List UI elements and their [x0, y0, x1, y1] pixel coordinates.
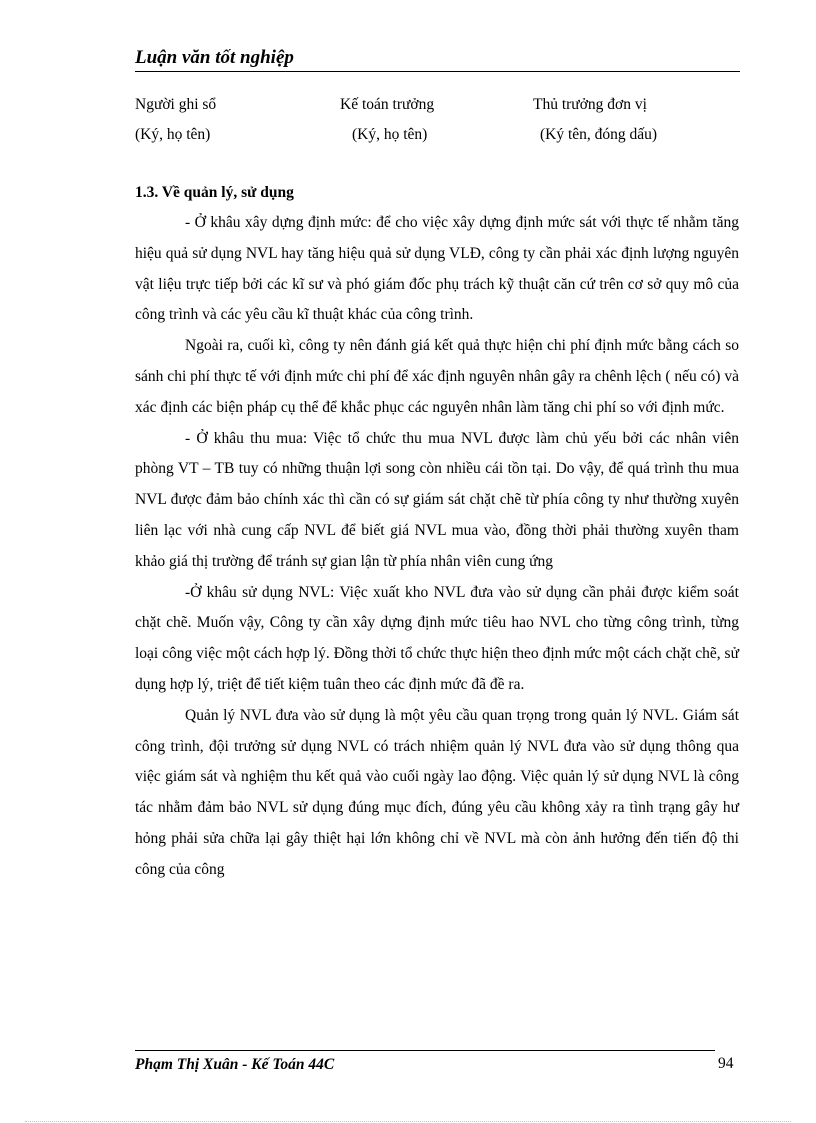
footer-author: Phạm Thị Xuân - Kế Toán 44C	[135, 1056, 335, 1073]
section-heading: 1.3. Về quản lý, sử dụng	[135, 184, 294, 201]
footer-divider	[135, 1050, 715, 1051]
paragraph-period-end-evaluation: Ngoài ra, cuối kì, công ty nên đánh giá kết quả thực hiện chi phí định mức bằng cách so sánh chi phí thực tế với định mức chi phí để xác định nguyên nhân gây ra chênh lệch ( nếu có) và xác định các biện pháp cụ thể để khắc phục các nguyên nhân làm tăng chi phí so với định mức.	[135, 337, 739, 416]
paragraph-usage: -Ở khâu sử dụng NVL: Việc xuất kho NVL đưa vào sử dụng cần phải được kiểm soát chặt chẽ. Muốn vậy, Công ty cần xây dựng định mức tiêu hao NVL cho từng công trình, từng loại công việc một cách hợp lý. Đồng thời tổ chức thực hiện theo định mức một cách chặt chẽ, sử dụng hợp lý, triệt để tiết kiệm tuân theo các định mức đã đề ra.	[135, 583, 739, 693]
signature-note-chief-accountant: (Ký, họ tên)	[352, 126, 428, 143]
section-body	[135, 208, 739, 886]
paragraph-purchasing: - Ở khâu thu mua: Việc tổ chức thu mua NVL được làm chủ yếu bởi các nhân viên phòng VT – TB tuy có những thuận lợi song còn nhiều cái tồn tại. Do vậy, để quá trình thu mua NVL được đảm bảo chính xác thì cần có sự giám sát chặt chẽ từ phía công ty như thường xuyên liên lạc với nhà cung cấp NVL để biết giá NVL mua vào, đồng thời phải thường xuyên tham khảo giá thị trường để tránh sự gian lận từ phía nhân viên cung ứng	[135, 429, 739, 570]
signature-roles-row	[0, 96, 816, 116]
signature-note-recorder: (Ký, họ tên)	[135, 126, 211, 143]
signature-note-unit-head: (Ký tên, đóng dấu)	[540, 126, 658, 143]
page-bottom-dotted-border	[25, 1121, 791, 1122]
signature-role-unit-head: Thủ trưởng đơn vị	[533, 96, 647, 113]
signature-notes-row	[0, 126, 816, 146]
page-number: 94	[718, 1055, 734, 1072]
paragraph-usage-management: Quản lý NVL đưa vào sử dụng là một yêu cầu quan trọng trong quản lý NVL. Giám sát công trình, đội trưởng sử dụng NVL có trách nhiệm quản lý NVL đưa vào sử dụng thông qua việc giám sát và nghiệm thu kết quả vào cuối ngày lao động. Việc quản lý sử dụng NVL là công tác nhằm đảm bảo NVL sử dụng đúng mục đích, đúng yêu cầu không xảy ra tình trạng gây hư hỏng phải sửa chữa lại gây thiệt hại lớn không chỉ về NVL mà còn ảnh hưởng đến tiến độ thi công của công	[135, 706, 739, 878]
paragraph-norm-setting: - Ở khâu xây dựng định mức: để cho việc xây dựng định mức sát với thực tế nhằm tăng hiệu quả sử dụng NVL hay tăng hiệu quả sử dụng VLĐ, công ty cần phải xác định lượng nguyên vật liệu trực tiếp bởi các kĩ sư và phó giám đốc phụ trách kỹ thuật căn cứ trên cơ sở quy mô của công trình và các yêu cầu kĩ thuật khác của công trình.	[135, 214, 739, 324]
signature-role-chief-accountant: Kế toán trưởng	[340, 96, 435, 113]
page-header-title: Luận văn tốt nghiệp	[135, 47, 294, 68]
signature-role-recorder: Người ghi sổ	[135, 96, 217, 113]
header-divider	[135, 71, 740, 72]
